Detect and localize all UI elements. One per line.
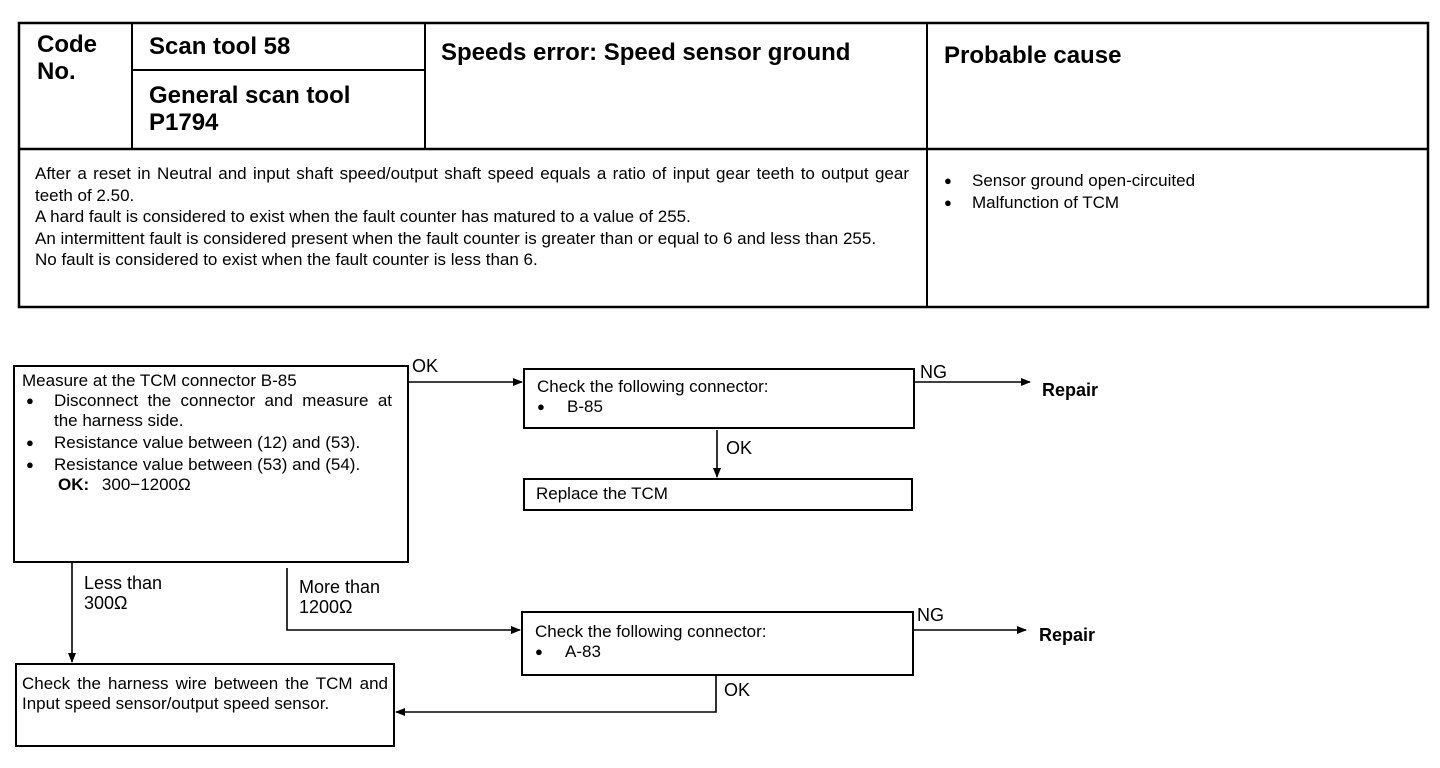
measure-box [22, 371, 392, 495]
bullet-icon: ● [944, 194, 952, 210]
bullet-icon: ● [26, 457, 34, 472]
connector-item: A-83 [565, 642, 601, 661]
description-line: An intermittent fault is considered present when the fault counter is greater than or equal to 6 and less than 255. [35, 228, 877, 248]
ok-spec-label: OK: [58, 475, 90, 494]
list-item [944, 192, 1414, 214]
check-harness-box: Check the harness wire between the TCM and Input speed sensor/output speed sensor. [22, 674, 388, 713]
bullet-icon: ● [944, 173, 952, 188]
description-line: A hard fault is considered to exist when the fault counter has matured to a value of 255. [35, 207, 691, 226]
scan-tool-cell: Scan tool 58 [149, 33, 291, 60]
bullet-icon: ● [26, 393, 34, 408]
cause-text: Malfunction of TCM [972, 192, 1120, 212]
connector-item: B-85 [567, 397, 603, 416]
description-line: After a reset in Neutral and input shaft speed/output shaft speed equals a ratio of input gear teeth to output gear teeth of 2.50. [35, 164, 909, 205]
bullet-icon: ● [535, 644, 543, 659]
repair-outcome-top: Repair [1042, 380, 1099, 400]
check-b85-title: Check the following connector: [537, 377, 769, 396]
repair-outcome-bottom: Repair [1039, 625, 1096, 645]
measure-step: Resistance value between (53) and (54). [54, 455, 361, 474]
check-a83-title: Check the following connector: [535, 622, 767, 641]
probable-cause-header: Probable cause [944, 42, 1122, 69]
ok-spec [22, 475, 392, 495]
ng-label-top: NG [920, 362, 947, 382]
ok-label-mid: OK [726, 438, 753, 458]
measure-step: Resistance value between (12) and (53). [54, 433, 361, 452]
check-a83-box [535, 622, 905, 662]
bullet-icon: ● [537, 399, 545, 414]
list-item [22, 391, 392, 431]
dtc-description [35, 163, 909, 271]
bullet-icon: ● [26, 435, 34, 450]
cause-text: Sensor ground open-circuited [972, 171, 1196, 190]
list-item [22, 433, 392, 453]
ok-label-bottom: OK [724, 680, 751, 700]
list-item [22, 455, 392, 475]
code-no-header: Code No. [37, 31, 97, 85]
less-than-label: Less than 300Ω [84, 573, 163, 613]
list-item [944, 170, 1414, 192]
probable-cause-list [944, 170, 1414, 213]
replace-tcm-box: Replace the TCM [536, 484, 668, 503]
general-scan-tool-cell: General scan tool P1794 [149, 82, 351, 136]
dtc-title: Speeds error: Speed sensor ground [441, 39, 851, 66]
measure-step: Disconnect the connector and measure at the harness side. [54, 391, 392, 430]
measure-box-title: Measure at the TCM connector B-85 [22, 371, 297, 390]
more-than-label: More than 1200Ω [299, 577, 381, 617]
list-item [537, 397, 907, 417]
check-b85-box [537, 377, 907, 417]
ng-label-bottom: NG [917, 605, 944, 625]
ok-arrow-a83-to-harness [396, 675, 716, 712]
list-item [535, 642, 905, 662]
description-line: No fault is considered to exist when the fault counter is less than 6. [35, 250, 538, 269]
ok-label-top: OK [412, 356, 439, 376]
ok-spec-value: 300−1200Ω [101, 475, 191, 494]
